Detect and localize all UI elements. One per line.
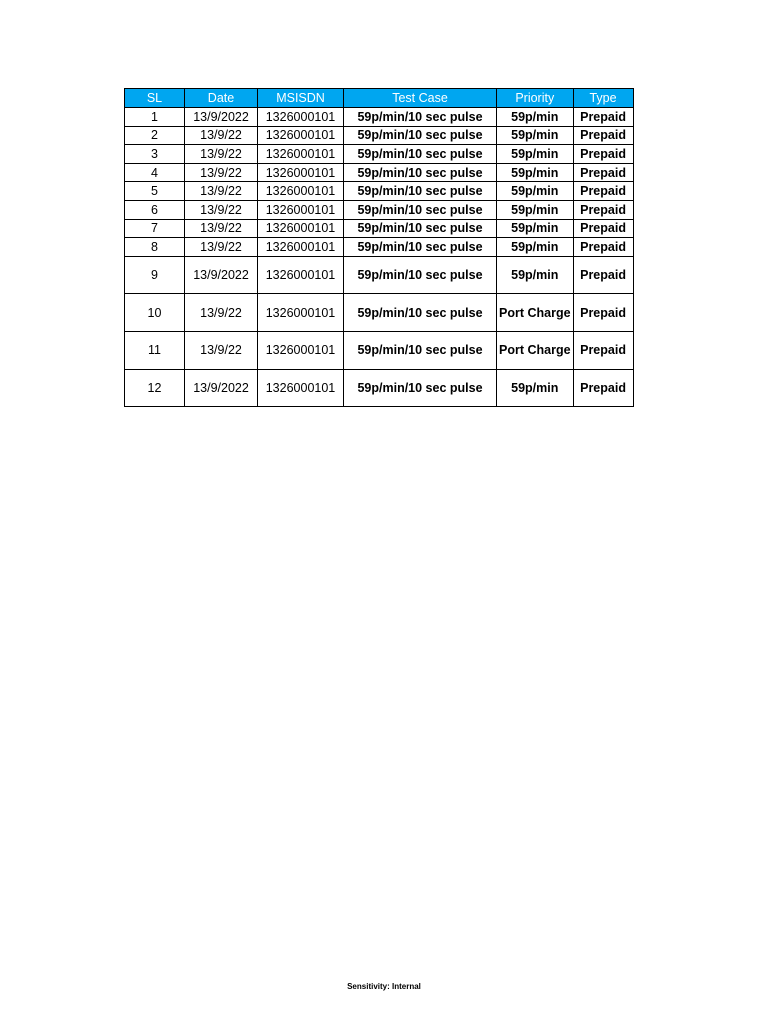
cell-date: 13/9/22: [185, 182, 258, 201]
column-header-priority: Priority: [497, 89, 574, 108]
cell-sl: 3: [125, 145, 185, 164]
cell-sl: 12: [125, 369, 185, 407]
cell-type: Prepaid: [573, 219, 633, 238]
column-header-date: Date: [185, 89, 258, 108]
test-case-table: [124, 88, 634, 407]
cell-sl: 4: [125, 163, 185, 182]
cell-msisdn: 1326000101: [258, 108, 344, 127]
cell-date: 13/9/22: [185, 163, 258, 182]
cell-sl: 6: [125, 200, 185, 219]
cell-priority: Port Charge: [497, 331, 574, 369]
table-row: [125, 238, 634, 257]
cell-date: 13/9/22: [185, 331, 258, 369]
column-header-test-case: Test Case: [344, 89, 497, 108]
cell-msisdn: 1326000101: [258, 369, 344, 407]
cell-priority: 59p/min: [497, 163, 574, 182]
table-row: [125, 294, 634, 332]
cell-msisdn: 1326000101: [258, 126, 344, 145]
cell-priority: Port Charge: [497, 294, 574, 332]
cell-priority: 59p/min: [497, 200, 574, 219]
cell-msisdn: 1326000101: [258, 238, 344, 257]
cell-type: Prepaid: [573, 126, 633, 145]
table-row: [125, 369, 634, 407]
cell-sl: 1: [125, 108, 185, 127]
column-header-msisdn: MSISDN: [258, 89, 344, 108]
cell-msisdn: 1326000101: [258, 145, 344, 164]
cell-test-case: 59p/min/10 sec pulse: [344, 369, 497, 407]
cell-test-case: 59p/min/10 sec pulse: [344, 182, 497, 201]
cell-msisdn: 1326000101: [258, 200, 344, 219]
cell-priority: 59p/min: [497, 108, 574, 127]
column-header-sl: SL: [125, 89, 185, 108]
cell-date: 13/9/22: [185, 238, 258, 257]
cell-type: Prepaid: [573, 238, 633, 257]
cell-type: Prepaid: [573, 108, 633, 127]
cell-sl: 2: [125, 126, 185, 145]
cell-sl: 11: [125, 331, 185, 369]
cell-test-case: 59p/min/10 sec pulse: [344, 126, 497, 145]
table-row: [125, 108, 634, 127]
cell-sl: 10: [125, 294, 185, 332]
cell-date: 13/9/22: [185, 219, 258, 238]
cell-type: Prepaid: [573, 256, 633, 294]
cell-date: 13/9/2022: [185, 108, 258, 127]
table-row: [125, 219, 634, 238]
cell-msisdn: 1326000101: [258, 219, 344, 238]
cell-test-case: 59p/min/10 sec pulse: [344, 294, 497, 332]
cell-date: 13/9/22: [185, 294, 258, 332]
cell-test-case: 59p/min/10 sec pulse: [344, 219, 497, 238]
cell-date: 13/9/22: [185, 145, 258, 164]
cell-date: 13/9/22: [185, 200, 258, 219]
cell-type: Prepaid: [573, 182, 633, 201]
sensitivity-label: Sensitivity: Internal: [347, 982, 421, 991]
cell-test-case: 59p/min/10 sec pulse: [344, 163, 497, 182]
cell-date: 13/9/2022: [185, 256, 258, 294]
table-row: [125, 126, 634, 145]
cell-priority: 59p/min: [497, 126, 574, 145]
cell-date: 13/9/2022: [185, 369, 258, 407]
table-header-row: [125, 89, 634, 108]
table-row: [125, 182, 634, 201]
table-row: [125, 163, 634, 182]
cell-msisdn: 1326000101: [258, 182, 344, 201]
cell-type: Prepaid: [573, 200, 633, 219]
cell-priority: 59p/min: [497, 369, 574, 407]
cell-test-case: 59p/min/10 sec pulse: [344, 145, 497, 164]
cell-sl: 7: [125, 219, 185, 238]
cell-msisdn: 1326000101: [258, 256, 344, 294]
column-header-type: Type: [573, 89, 633, 108]
cell-type: Prepaid: [573, 331, 633, 369]
cell-msisdn: 1326000101: [258, 163, 344, 182]
cell-test-case: 59p/min/10 sec pulse: [344, 331, 497, 369]
cell-msisdn: 1326000101: [258, 331, 344, 369]
cell-priority: 59p/min: [497, 219, 574, 238]
table-row: [125, 200, 634, 219]
cell-sl: 9: [125, 256, 185, 294]
cell-test-case: 59p/min/10 sec pulse: [344, 256, 497, 294]
cell-type: Prepaid: [573, 369, 633, 407]
cell-test-case: 59p/min/10 sec pulse: [344, 238, 497, 257]
table-row: [125, 145, 634, 164]
cell-date: 13/9/22: [185, 126, 258, 145]
cell-type: Prepaid: [573, 294, 633, 332]
cell-type: Prepaid: [573, 163, 633, 182]
cell-priority: 59p/min: [497, 256, 574, 294]
cell-priority: 59p/min: [497, 145, 574, 164]
cell-type: Prepaid: [573, 145, 633, 164]
cell-test-case: 59p/min/10 sec pulse: [344, 108, 497, 127]
cell-sl: 5: [125, 182, 185, 201]
cell-sl: 8: [125, 238, 185, 257]
cell-priority: 59p/min: [497, 182, 574, 201]
cell-test-case: 59p/min/10 sec pulse: [344, 200, 497, 219]
cell-priority: 59p/min: [497, 238, 574, 257]
cell-msisdn: 1326000101: [258, 294, 344, 332]
table-row: [125, 256, 634, 294]
table-row: [125, 331, 634, 369]
